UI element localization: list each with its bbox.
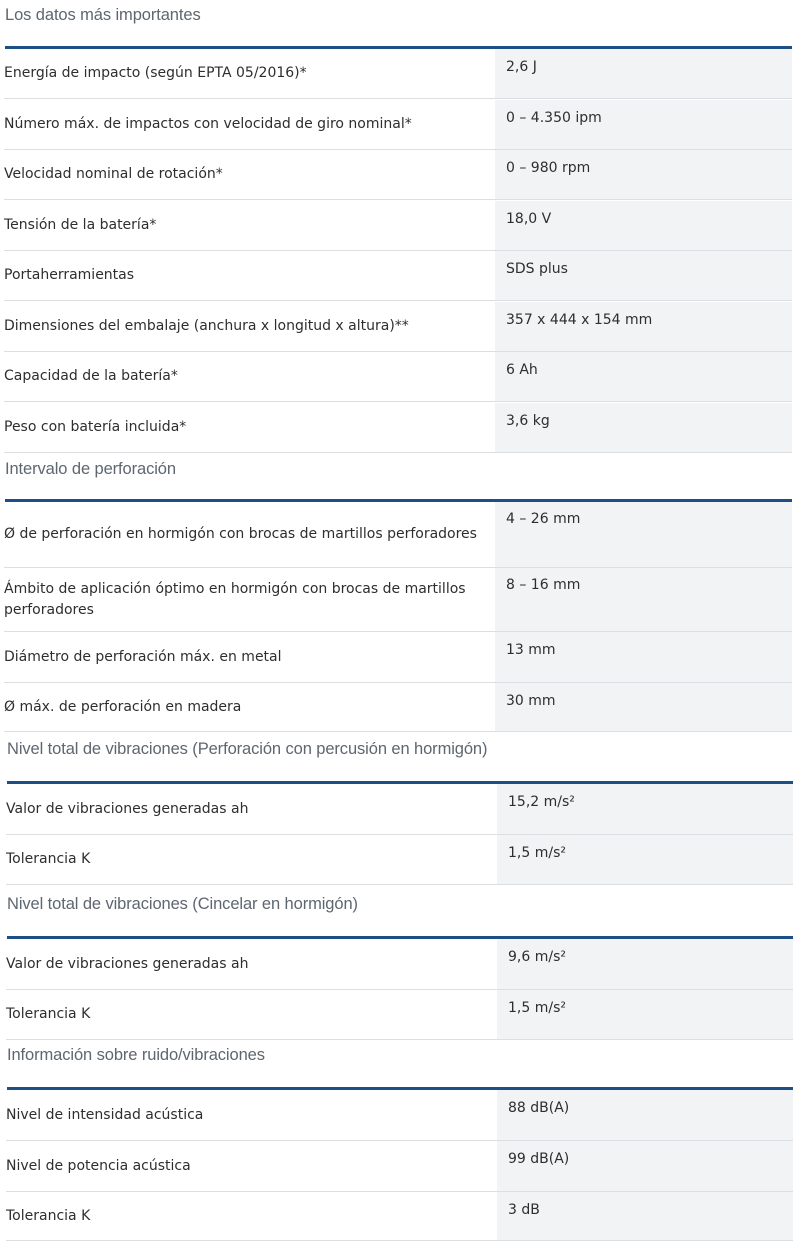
- spec-value-cell: [495, 502, 792, 567]
- spec-value: 3,6 kg: [506, 413, 550, 429]
- spec-label: Velocidad nominal de rotación*: [4, 166, 223, 182]
- spec-label: Tolerancia K: [6, 851, 91, 867]
- spec-label: Capacidad de la batería*: [4, 368, 178, 384]
- spec-row-energia-de-impacto-segun-epta-05-2016: [4, 49, 792, 99]
- spec-value-cell: [497, 939, 793, 989]
- spec-value-cell: [495, 568, 792, 631]
- spec-row-de-perforacion-en-hormigon-con-brocas-de: [4, 502, 792, 568]
- section-title: Nivel total de vibraciones (Cincelar en hormigón): [7, 895, 358, 913]
- spec-row-max-de-perforacion-en-madera: [4, 683, 792, 732]
- spec-row-diametro-de-perforacion-max-en-metal: [4, 632, 792, 683]
- spec-value-cell: [495, 49, 792, 98]
- spec-value: 0 – 980 rpm: [506, 160, 591, 176]
- spec-value: 30 mm: [506, 693, 556, 709]
- spec-label: Valor de vibraciones generadas ah: [6, 955, 249, 972]
- spec-value: 9,6 m/s²: [508, 949, 566, 965]
- spec-row-velocidad-nominal-de-rotacion: [4, 150, 792, 200]
- spec-value-cell: [497, 1141, 793, 1191]
- spec-value-cell: [497, 784, 793, 834]
- spec-label: Valor de vibraciones generadas ah: [6, 800, 249, 817]
- spec-label: Diámetro de perforación máx. en metal: [4, 648, 282, 665]
- spec-value: 6 Ah: [506, 362, 538, 378]
- spec-value-cell: [495, 302, 792, 351]
- spec-value-cell: [495, 201, 792, 250]
- spec-row-portaherramientas: [4, 251, 792, 301]
- spec-row-peso-con-bateria-incluida: [4, 403, 792, 453]
- spec-value-cell: [495, 403, 792, 452]
- spec-value-cell: [495, 683, 792, 731]
- spec-value: 8 – 16 mm: [506, 577, 581, 593]
- spec-label: Nivel de potencia acústica: [6, 1157, 191, 1174]
- spec-value-cell: [495, 150, 792, 199]
- spec-label: Ø de perforación en hormigón con brocas de martillos perforadores: [4, 526, 477, 542]
- spec-label: Ámbito de aplicación óptimo en hormigón con brocas de martillos perforadores: [4, 580, 466, 618]
- spec-row-nivel-de-potencia-acustica: [6, 1141, 793, 1192]
- spec-row-tolerancia-k: [6, 835, 793, 885]
- spec-row-dimensiones-del-embalaje-anchura-x-longi: [4, 302, 792, 352]
- spec-label: Ø máx. de perforación en madera: [4, 698, 242, 715]
- spec-label: Energía de impacto (según EPTA 05/2016)*: [4, 65, 307, 81]
- spec-value: 15,2 m/s²: [508, 794, 575, 810]
- spec-value-cell: [497, 1192, 793, 1240]
- spec-label: Dimensiones del embalaje (anchura x longitud x altura)**: [4, 318, 409, 334]
- section-title: Intervalo de perforación: [5, 460, 176, 478]
- spec-row-tolerancia-k: [6, 990, 793, 1040]
- spec-value: 4 – 26 mm: [506, 511, 581, 527]
- spec-label: Número máx. de impactos con velocidad de giro nominal*: [4, 116, 412, 132]
- spec-label: Peso con batería incluida*: [4, 419, 187, 435]
- spec-row-nivel-de-intensidad-acustica: [6, 1090, 793, 1141]
- spec-value: 3 dB: [508, 1202, 540, 1218]
- spec-value-cell: [497, 835, 793, 884]
- spec-label: Tensión de la batería*: [4, 217, 157, 233]
- spec-row-valor-de-vibraciones-generadas-ah: [6, 939, 793, 990]
- spec-value: 88 dB(A): [508, 1100, 570, 1116]
- spec-row-tension-de-la-bateria: [4, 201, 792, 251]
- spec-row-ambito-de-aplicacion-optimo-en-hormigon-: [4, 568, 792, 632]
- spec-row-valor-de-vibraciones-generadas-ah: [6, 784, 793, 835]
- spec-value: 18,0 V: [506, 211, 552, 227]
- spec-value-cell: [497, 990, 793, 1039]
- spec-value: SDS plus: [506, 261, 568, 277]
- spec-value-cell: [495, 352, 792, 401]
- spec-value-cell: [495, 251, 792, 300]
- spec-label: Portaherramientas: [4, 267, 135, 283]
- spec-value: 357 x 444 x 154 mm: [506, 312, 653, 328]
- section-title: Los datos más importantes: [5, 6, 201, 24]
- spec-row-numero-max-de-impactos-con-velocidad-de-: [4, 100, 792, 150]
- spec-value: 0 – 4.350 ipm: [506, 110, 602, 126]
- spec-value: 99 dB(A): [508, 1151, 570, 1167]
- spec-value-cell: [497, 1090, 793, 1140]
- spec-label: Tolerancia K: [6, 1006, 91, 1022]
- spec-value: 1,5 m/s²: [508, 1000, 566, 1016]
- spec-value-cell: [495, 632, 792, 682]
- spec-value: 13 mm: [506, 642, 556, 658]
- spec-value: 1,5 m/s²: [508, 845, 566, 861]
- spec-row-tolerancia-k: [6, 1192, 793, 1241]
- section-title: Información sobre ruido/vibraciones: [7, 1046, 265, 1064]
- spec-row-capacidad-de-la-bateria: [4, 352, 792, 402]
- spec-value: 2,6 J: [506, 59, 537, 75]
- spec-label: Tolerancia K: [6, 1207, 91, 1224]
- section-title: Nivel total de vibraciones (Perforación con percusión en hormigón): [7, 740, 488, 758]
- spec-label: Nivel de intensidad acústica: [6, 1106, 204, 1123]
- spec-value-cell: [495, 100, 792, 149]
